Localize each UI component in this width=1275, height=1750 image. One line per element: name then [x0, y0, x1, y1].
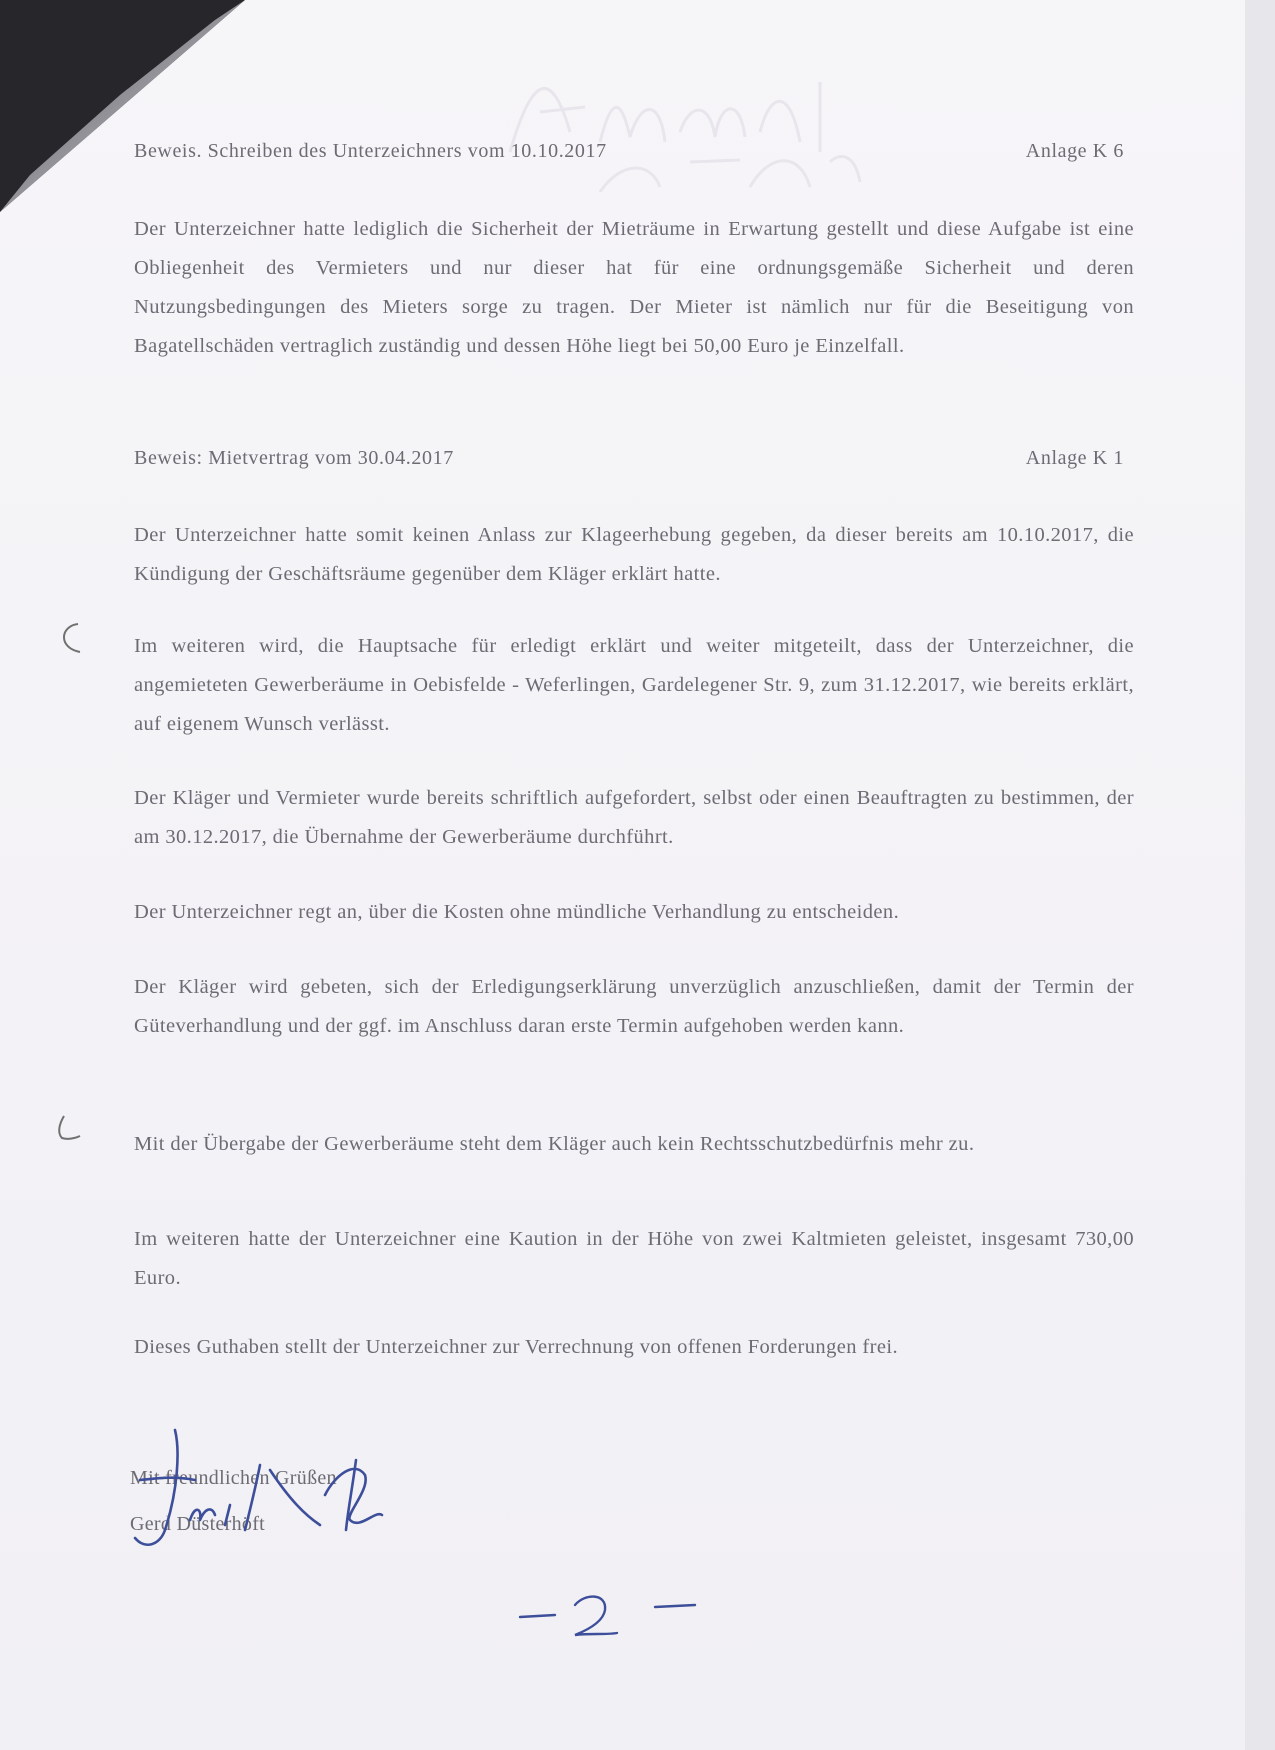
show-through-watermark [490, 42, 890, 192]
evidence-label: Beweis: Mietvertrag vom 30.04.2017 [134, 447, 454, 469]
evidence-line-1 [134, 140, 1124, 163]
signer-name: Gerd Düsterhöft [130, 1513, 266, 1535]
folded-corner [0, 0, 250, 215]
paragraph-costs: Der Unterzeichner regt an, über die Kosten ohne mündliche Verhandlung zu entscheiden. [134, 901, 900, 923]
evidence-annex: Anlage K 6 [1025, 140, 1124, 162]
paragraph-handover-request: Der Kläger und Vermieter wurde bereits schriftlich aufgefordert, selbst oder einen Beauftragten zu bestimmen, der am 30.12.2017, die Übernahme der Gewerberäume durchführt. [134, 787, 1134, 848]
paragraph-legal-protection: Mit der Übergabe der Gewerberäume steht dem Kläger auch kein Rechtsschutzbedürfnis mehr zu. [134, 1133, 975, 1155]
paragraph-no-cause: Der Unterzeichner hatte somit keinen Anlass zur Klageerhebung gegeben, da dieser bereits am 10.10.2017, die Kündigung der Geschäftsräume gegenüber dem Kläger erklärt hatte. [134, 524, 1134, 585]
margin-mark-2 [50, 1108, 90, 1148]
closing-greeting: Mit freundlichen Grüßen [130, 1467, 337, 1489]
paragraph-settlement: Der Kläger wird gebeten, sich der Erledigungserklärung unverzüglich anzuschließen, damit der Termin der Güteverhandlung und der ggf. im Anschluss daran erste Termin aufgehoben werden kann. [134, 976, 1134, 1037]
paragraph-security: Der Unterzeichner hatte lediglich die Sicherheit der Mieträume in Erwartung gestellt und diese Aufgabe ist eine Obliegenheit des Vermieters und nur dieser hat für eine ordnungsgemäße Sicherheit und deren Nutzungsbedingungen des Mieters sorge zu tragen. Der Mieter ist nämlich nur für die Beseitigung von Bagatellschäden vertraglich zuständig und dessen Höhe liegt bei 50,00 Euro je Einzelfall. [134, 218, 1134, 357]
paragraph-deposit: Im weiteren hatte der Unterzeichner eine Kaution in der Höhe von zwei Kaltmieten geleistet, insgesamt 730,00 Euro. [134, 1228, 1134, 1289]
evidence-line-2 [134, 447, 1124, 470]
handwritten-signature [120, 1420, 410, 1560]
margin-mark-1 [50, 618, 90, 658]
handwritten-page-number [515, 1585, 700, 1645]
evidence-label: Beweis. Schreiben des Unterzeichners vom 10.10.2017 [134, 140, 607, 162]
paragraph-main-matter: Im weiteren wird, die Hauptsache für erledigt erklärt und weiter mitgeteilt, dass der Unterzeichner, die angemieteten Gewerberäume in Oebisfelde - Weferlingen, Gardelegener Str. 9, zum 31.12.2017, wie bereits erklärt, auf eigenem Wunsch verlässt. [134, 635, 1134, 735]
scan-edge [1245, 0, 1275, 1750]
evidence-annex: Anlage K 1 [1025, 447, 1124, 469]
paragraph-credit-release: Dieses Guthaben stellt der Unterzeichner zur Verrechnung von offenen Forderungen frei. [134, 1336, 898, 1358]
